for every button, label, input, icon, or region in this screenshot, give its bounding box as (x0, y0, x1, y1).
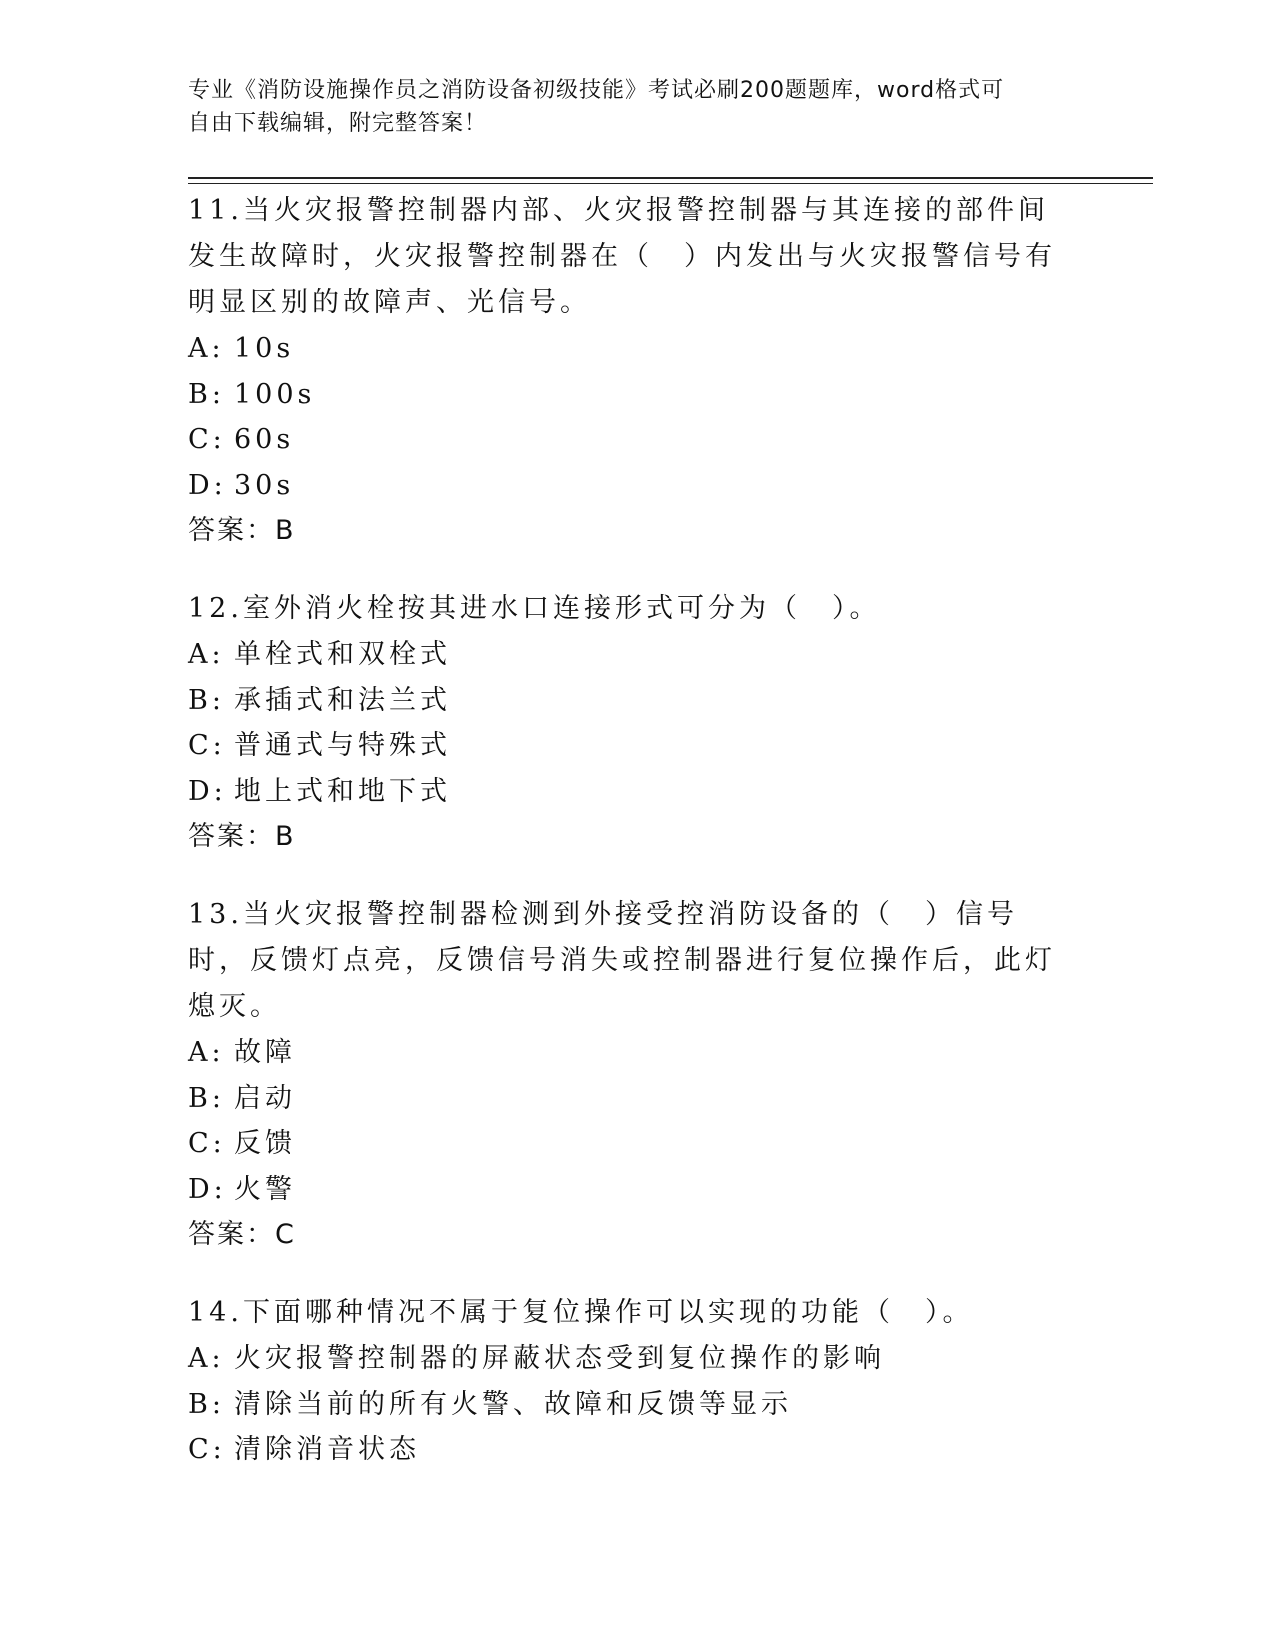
option-b (188, 1382, 1078, 1428)
question-12 (188, 586, 1078, 860)
option-text: 故障 (234, 1037, 296, 1068)
option-text: 30s (234, 469, 295, 501)
option-b (188, 678, 1078, 724)
question-text: 11.当火灾报警控制器内部、火灾报警控制器与其连接的部件间发生故障时，火灾报警控制器在（ ）内发出与火灾报警信号有明显区别的故障声、光信号。 (188, 195, 1056, 318)
option-d (188, 463, 1078, 509)
option-text: 地上式和地下式 (234, 775, 451, 807)
option-letter: C: (188, 1128, 226, 1159)
option-c (188, 723, 1078, 769)
option-a (188, 326, 1078, 372)
option-d (188, 1167, 1078, 1213)
option-a (188, 1030, 1078, 1076)
answer-line: 答案：C (188, 1219, 296, 1250)
option-letter: D: (188, 469, 227, 501)
option-text: 启动 (234, 1082, 296, 1114)
option-letter: A: (188, 1343, 225, 1374)
option-letter: B: (188, 1082, 225, 1114)
answer-line: 答案：B (188, 821, 296, 852)
option-b (188, 372, 1078, 418)
option-letter: C: (188, 1434, 226, 1465)
question-11 (188, 188, 1078, 554)
option-text: 单栓式和双栓式 (234, 639, 451, 670)
option-letter: A: (188, 1037, 225, 1068)
header-line-1: 专业《消防设施操作员之消防设备初级技能》考试必刷200题题库，word格式可 (188, 78, 1005, 103)
question-13 (188, 892, 1078, 1258)
option-letter: C: (188, 424, 226, 455)
option-a (188, 1336, 1078, 1382)
option-c (188, 417, 1078, 463)
option-text: 承插式和法兰式 (234, 684, 451, 716)
option-a (188, 632, 1078, 678)
option-c (188, 1121, 1078, 1167)
option-letter: A: (188, 639, 225, 670)
option-text: 100s (234, 378, 316, 410)
document-header (188, 74, 1088, 140)
option-text: 反馈 (234, 1128, 296, 1159)
option-letter: C: (188, 730, 226, 761)
option-b (188, 1076, 1078, 1122)
question-text: 12.室外消火栓按其进水口连接形式可分为（ ）。 (188, 593, 881, 624)
option-letter: B: (188, 378, 225, 410)
option-text: 普通式与特殊式 (234, 730, 451, 761)
option-text: 火灾报警控制器的屏蔽状态受到复位操作的影响 (234, 1343, 885, 1374)
option-letter: B: (188, 684, 225, 716)
option-text: 清除消音状态 (234, 1434, 420, 1465)
option-text: 60s (234, 424, 295, 455)
option-text: 10s (234, 333, 295, 364)
option-c (188, 1427, 1078, 1473)
header-divider (188, 177, 1153, 179)
question-14 (188, 1290, 1078, 1473)
question-text: 14.下面哪种情况不属于复位操作可以实现的功能（ ）。 (188, 1297, 974, 1328)
option-d (188, 769, 1078, 815)
header-line-2: 自由下载编辑，附完整答案！ (188, 111, 488, 136)
option-letter: A: (188, 333, 225, 364)
option-text: 清除当前的所有火警、故障和反馈等显示 (234, 1388, 792, 1420)
option-letter: D: (188, 1173, 227, 1205)
answer-line: 答案：B (188, 515, 296, 546)
question-list (188, 188, 1078, 1505)
option-text: 火警 (234, 1173, 296, 1205)
question-text: 13.当火灾报警控制器检测到外接受控消防设备的（ ）信号时，反馈灯点亮，反馈信号消失或控制器进行复位操作后，此灯熄灭。 (188, 899, 1056, 1022)
option-letter: B: (188, 1388, 225, 1420)
option-letter: D: (188, 775, 227, 807)
header-divider-thin (188, 183, 1153, 184)
